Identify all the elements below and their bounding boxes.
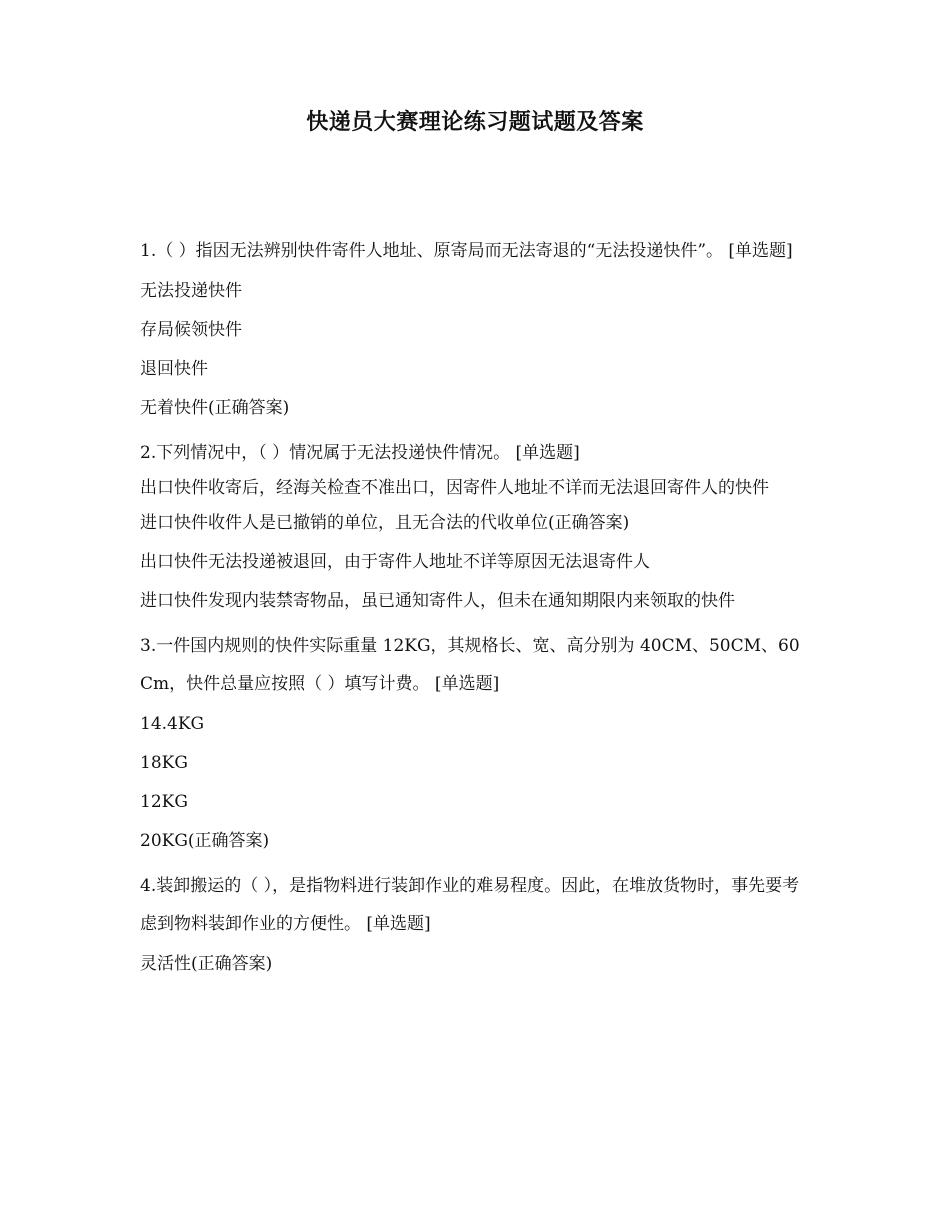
question-block xyxy=(140,627,812,861)
answer-option-correct: 灵活性(正确答案) xyxy=(140,954,273,974)
answer-option: 退回快件 xyxy=(140,359,208,379)
answer-option: 无法投递快件 xyxy=(140,281,242,301)
question-block xyxy=(140,434,812,621)
answer-option-correct: 20KG(正确答案) xyxy=(140,831,270,851)
question-list xyxy=(140,232,812,984)
answer-option: 存局候领快件 xyxy=(140,320,242,340)
answer-option: 进口快件发现内装禁寄物品，虽已通知寄件人，但未在通知期限内来领取的快件 xyxy=(140,591,735,611)
question-text: 1.（ ）指因无法辨别快件寄件人地址、原寄局而无法寄退的“无法投递快件”。 [单选题] xyxy=(140,241,793,261)
question-text: 2.下列情况中，（ ）情况属于无法投递快件情况。 [单选题] xyxy=(140,443,580,463)
question-block xyxy=(140,232,812,428)
question-block xyxy=(140,867,812,984)
answer-option: 14.4KG xyxy=(140,714,205,734)
answer-option: 出口快件收寄后，经海关检查不准出口，因寄件人地址不详而无法退回寄件人的快件 xyxy=(140,478,769,498)
answer-option-correct: 进口快件收件人是已撤销的单位，且无合法的代收单位(正确答案) xyxy=(140,513,630,533)
answer-option: 12KG xyxy=(140,792,188,812)
question-text: 4.装卸搬运的（ ），是指物料进行装卸作业的难易程度。因此，在堆放货物时，事先要考虑到物料装卸作业的方便性。 [单选题] xyxy=(140,876,800,934)
answer-option-correct: 无着快件(正确答案) xyxy=(140,398,290,418)
answer-option: 出口快件无法投递被退回，由于寄件人地址不详等原因无法退寄件人 xyxy=(140,552,650,572)
question-text: 3.一件国内规则的快件实际重量 12KG，其规格长、宽、高分别为 40CM、50CM、60Cm，快件总量应按照（ ）填写计费。 [单选题] xyxy=(140,636,800,694)
answer-option: 18KG xyxy=(140,753,188,773)
document-title: 快递员大赛理论练习题试题及答案 xyxy=(306,110,644,135)
